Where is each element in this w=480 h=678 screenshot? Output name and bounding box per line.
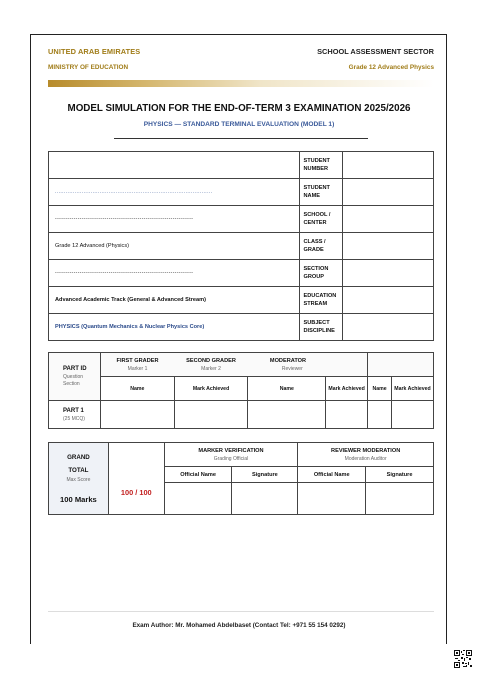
header-left — [48, 47, 140, 71]
student-name-field[interactable] — [343, 179, 434, 206]
marker-signature-field[interactable] — [232, 483, 298, 515]
total-label: TOTAL — [68, 466, 89, 474]
school-label: SCHOOL / CENTER — [299, 206, 343, 233]
school-field[interactable] — [343, 206, 434, 233]
marker-verification-header — [164, 443, 298, 467]
part-id-title: PART ID — [63, 366, 87, 372]
marker-signature-col: Signature — [232, 467, 298, 483]
reviewer-signature-field[interactable] — [366, 483, 434, 515]
score-value: 100 / 100 — [120, 488, 152, 497]
marker-verification-title: MARKER VERIFICATION — [198, 447, 264, 454]
part1-moderator-name-cell[interactable] — [368, 401, 392, 429]
section-label: SECTION GROUP — [299, 260, 343, 287]
grading-subheader-row — [49, 377, 434, 401]
sector-name: SCHOOL ASSESSMENT SECTOR — [317, 47, 434, 56]
info-row-student-name — [49, 179, 434, 206]
second-grader-mark-col: Mark Achieved — [326, 377, 368, 401]
max-marks-value: 100 Marks — [60, 494, 97, 504]
student-name-value[interactable] — [49, 179, 300, 206]
class-value: Grade 12 Advanced (Physics) — [49, 233, 300, 260]
country-name: UNITED ARAB EMIRATES — [48, 47, 141, 56]
stream-value: Advanced Academic Track (General & Advanced Stream) — [49, 287, 300, 314]
info-row-student-number — [49, 152, 434, 179]
section-value[interactable] — [49, 260, 300, 287]
student-number-value[interactable] — [49, 152, 300, 179]
student-number-field[interactable] — [343, 152, 434, 179]
marker-verification-sub: Grading Official — [213, 455, 249, 462]
footer-author: Exam Author: Mr. Mohamed Abdelbaset (Contact Tel: +971 55 154 0292) — [132, 622, 346, 629]
info-row-stream — [49, 287, 434, 314]
part-id-sub1: Question — [63, 374, 84, 380]
stream-label: EDUCATION STREAM — [299, 287, 343, 314]
school-dots: ------------------------------------------------------------------- — [55, 216, 194, 222]
page-subtitle: PHYSICS — STANDARD TERMINAL EVALUATION (MODEL 1) — [143, 121, 335, 128]
grading-table — [48, 352, 434, 429]
part1-moderator-mark-cell[interactable] — [392, 401, 434, 429]
student-name-label: STUDENT NAME — [299, 179, 343, 206]
part1-second-mark-cell[interactable] — [326, 401, 368, 429]
info-row-section — [49, 260, 434, 287]
part1-label-cell — [49, 401, 101, 429]
summary-table — [48, 442, 434, 515]
reviewer-moderation-title: REVIEWER MODERATION — [331, 447, 401, 454]
class-label: CLASS / GRADE — [299, 233, 343, 260]
qr-code-icon — [454, 650, 472, 668]
part-id-header — [49, 353, 101, 401]
grand-total-cell — [49, 443, 109, 515]
score-cell — [108, 443, 164, 515]
grade-label: Grade 12 Advanced Physics — [348, 64, 434, 71]
moderator-header — [248, 353, 368, 377]
section-field[interactable] — [343, 260, 434, 287]
first-grader-name-col: Name — [100, 377, 174, 401]
part1-first-mark-cell[interactable] — [174, 401, 248, 429]
subject-field[interactable] — [343, 314, 434, 341]
second-grader-header — [174, 353, 248, 377]
subject-label: SUBJECT DISCIPLINE — [299, 314, 343, 341]
part-id-sub2: Section — [63, 381, 80, 387]
student-info-table — [48, 151, 434, 341]
reviewer-moderation-header — [298, 443, 434, 467]
grand-label: GRAND — [67, 453, 90, 461]
student-number-label: STUDENT NUMBER — [299, 152, 343, 179]
extra-header — [368, 353, 434, 377]
part1-row — [49, 401, 434, 429]
section-dots: ------------------------------------------------------------------- — [55, 270, 194, 276]
first-grader-title: FIRST GRADER — [116, 357, 159, 364]
moderator-title: MODERATOR — [269, 357, 307, 364]
moderator-sub: Reviewer — [281, 365, 303, 372]
reviewer-official-name-field[interactable] — [298, 483, 366, 515]
reviewer-signature-col: Signature — [366, 467, 434, 483]
part1-title: PART 1 — [63, 407, 84, 414]
moderator-mark-col: Mark Achieved — [392, 377, 434, 401]
student-name-dots: ........................................................................................ — [55, 189, 213, 195]
first-grader-mark-col: Mark Achieved — [174, 377, 248, 401]
reviewer-moderation-sub: Moderation Auditor — [344, 455, 387, 462]
part1-second-name-cell[interactable] — [248, 401, 326, 429]
footer-divider — [48, 611, 434, 612]
part1-sub: (25 MCQ) — [63, 415, 85, 422]
stream-field[interactable] — [343, 287, 434, 314]
moderator-name-col: Name — [368, 377, 392, 401]
page-title: MODEL SIMULATION FOR THE END-OF-TERM 3 EXAMINATION 2025/2026 — [67, 103, 411, 114]
max-score-label: Max Score — [66, 476, 91, 483]
second-grader-name-col: Name — [248, 377, 326, 401]
reviewer-official-name-col: Official Name — [298, 467, 366, 483]
second-grader-title: SECOND GRADER — [186, 357, 236, 364]
info-row-subject — [49, 314, 434, 341]
title-divider — [114, 138, 368, 139]
second-grader-sub: Marker 2 — [201, 365, 221, 372]
header-gradient-bar — [48, 80, 434, 87]
first-grader-sub: Marker 1 — [127, 365, 148, 372]
subject-value: PHYSICS (Quantum Mechanics & Nuclear Physics Core) — [49, 314, 300, 341]
header-right — [317, 47, 434, 71]
ministry-name: MINISTRY OF EDUCATION — [48, 64, 129, 71]
info-row-school — [49, 206, 434, 233]
part1-first-name-cell[interactable] — [100, 401, 174, 429]
info-row-class — [49, 233, 434, 260]
summary-header-row — [49, 443, 434, 467]
grading-header-row — [49, 353, 434, 377]
marker-official-name-field[interactable] — [164, 483, 232, 515]
first-grader-header — [100, 353, 174, 377]
class-field[interactable] — [343, 233, 434, 260]
school-value[interactable] — [49, 206, 300, 233]
marker-official-name-col: Official Name — [164, 467, 232, 483]
